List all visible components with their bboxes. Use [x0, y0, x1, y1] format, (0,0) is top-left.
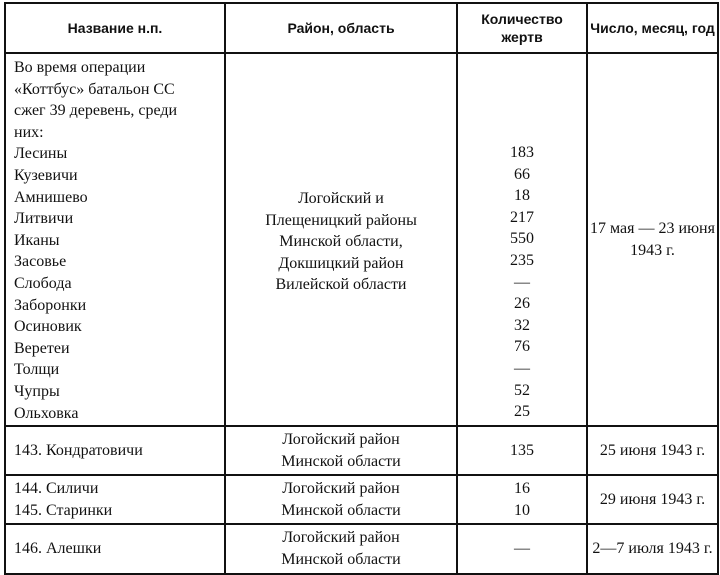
- village-name: Лесины: [14, 145, 68, 163]
- victims-count: 26: [514, 295, 530, 313]
- date-cell: [587, 426, 718, 475]
- victims-count: 32: [514, 316, 530, 334]
- table-row-operation: [5, 53, 718, 426]
- settlement-cell: [5, 53, 225, 426]
- district-line: Минской области: [281, 452, 401, 470]
- district-line: Докшицкий район: [278, 254, 404, 272]
- district-cell: [225, 475, 457, 524]
- victims-cell: [457, 426, 587, 475]
- date-line: 29 июня 1943 г.: [599, 490, 706, 508]
- victims-cell: [457, 53, 587, 426]
- district-line: Плещеницкий районы: [265, 211, 417, 229]
- village-name: Ольховка: [14, 404, 79, 422]
- victims-count: 66: [514, 165, 530, 183]
- district-line: Логойский и: [298, 190, 384, 207]
- victims-count: 183: [510, 144, 534, 161]
- date-line: 25 июня 1943 г.: [599, 441, 706, 459]
- village-name: Слобода: [14, 274, 72, 292]
- victims-count: —: [514, 359, 530, 377]
- village-name: 146. Алешки: [14, 540, 102, 558]
- settlement-cell: [5, 426, 225, 475]
- district-line: Минской области: [281, 551, 401, 568]
- district-line: Вилейской области: [275, 276, 407, 294]
- table-row: [5, 475, 718, 524]
- village-name: Чупры: [14, 382, 60, 400]
- district-line: Логойский район: [282, 430, 400, 448]
- header-settlement: Название н.п.: [5, 3, 225, 53]
- victims-count: 76: [514, 338, 530, 356]
- victims-cell: [457, 524, 587, 574]
- village-name: Засовье: [14, 253, 67, 271]
- date-cell: [587, 475, 718, 524]
- date-line: 17 мая — 23 июня: [590, 219, 715, 237]
- village-name: Заборонки: [14, 296, 87, 314]
- note-line: них:: [14, 123, 44, 141]
- village-name: 144. Силичи: [14, 479, 99, 497]
- village-name: Веретеи: [14, 339, 70, 357]
- village-name: 143. Кондратовичи: [14, 441, 143, 459]
- victims-count: 25: [514, 403, 530, 421]
- district-line: Минской области,: [279, 233, 403, 251]
- victims-count: —: [514, 273, 530, 291]
- district-line: Логойский район: [282, 479, 400, 497]
- date-cell: [587, 53, 718, 426]
- victims-count: 10: [514, 501, 530, 519]
- village-name: Амнишево: [14, 188, 88, 206]
- victims-count: 18: [514, 187, 530, 205]
- date-cell: [587, 524, 718, 574]
- district-cell: [225, 53, 457, 426]
- header-row: [5, 3, 718, 53]
- note-line: «Коттбус» батальон СС: [14, 80, 175, 98]
- victims-count: 16: [514, 479, 530, 497]
- table-row: [5, 524, 718, 574]
- victims-count: 217: [510, 208, 534, 226]
- table-row: [5, 426, 718, 475]
- header-victims: Количество жертв: [457, 3, 587, 53]
- date-line: 2—7 июля 1943 г.: [592, 540, 713, 558]
- village-name: Кузевичи: [14, 166, 78, 184]
- district-line: Логойский район: [282, 529, 400, 547]
- header-date: Число, месяц, год: [587, 3, 718, 53]
- note-line: Во время операции: [14, 59, 146, 76]
- victims-count: 52: [514, 381, 530, 399]
- victims-count: 135: [510, 441, 534, 459]
- settlement-cell: [5, 524, 225, 574]
- date-line: 1943 г.: [630, 241, 675, 259]
- village-name: Осиновик: [14, 318, 82, 336]
- district-line: Минской области: [281, 501, 401, 519]
- village-name: Литвичи: [14, 210, 74, 228]
- victims-count: —: [514, 540, 530, 558]
- victims-count: 235: [510, 251, 534, 269]
- header-district: Район, область: [225, 3, 457, 53]
- village-name: Толщи: [14, 361, 60, 379]
- victims-count: 550: [510, 230, 534, 248]
- district-cell: [225, 524, 457, 574]
- district-cell: [225, 426, 457, 475]
- operation-note: [14, 54, 224, 143]
- settlement-cell: [5, 475, 225, 524]
- victims-cell: [457, 475, 587, 524]
- note-line: сжег 39 деревень, среди: [14, 102, 178, 120]
- village-name: Иканы: [14, 231, 60, 249]
- victims-table: [4, 2, 719, 575]
- village-name: 145. Старинки: [14, 501, 113, 519]
